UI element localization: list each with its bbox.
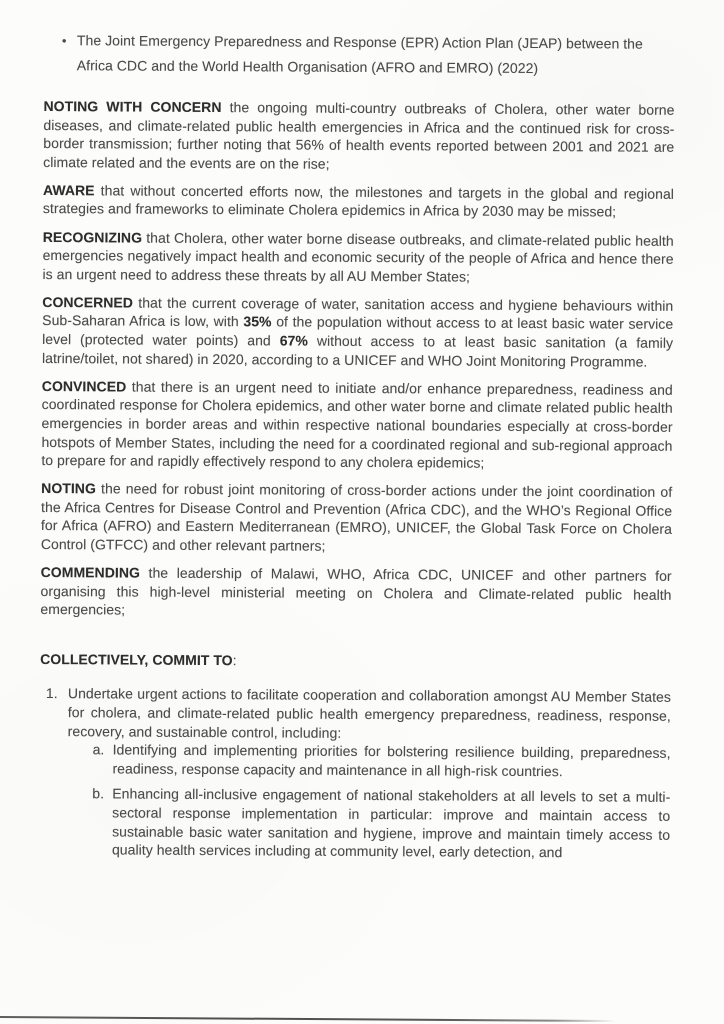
paragraph-convinced: [41, 377, 673, 474]
paragraph-lead: RECOGNIZING: [42, 228, 143, 246]
paragraph-text: the need for robust joint monitoring of cross-border actions under the joint coordination of the Africa Centres for Disease Control and Prevention (Africa CDC), and the WHO’s Regional Office for Africa (AFRO) and Eastern Mediterranean (EMRO), UNICEF, the Global Task Force on Cholera Control (GTFCC) and other relevant partners;: [40, 480, 673, 554]
paragraph-lead: CONCERNED: [42, 293, 134, 311]
heading-text: COLLECTIVELY, COMMIT TO: [40, 650, 233, 669]
item-number: 1.: [45, 685, 58, 702]
paragraph-concerned: [42, 293, 673, 371]
paragraph-text: that the current coverage of water, sanitation access and hygiene behaviours within Sub-Saharan Africa is low, with: [42, 294, 674, 330]
paragraph-text: that there is an urgent need to initiate and/or enhance preparedness, readiness and coordinated response for Cholera epidemics, and other water borne and climate related public health emergencies in border areas and within respective national boundaries especially at cross-border hotspots of Member States, including the need for a coordinated regional and sub-regional approach to prepare for and rapidly effectively respond to any cholera epidemics;: [41, 378, 673, 471]
scan-artifact-line: [0, 1016, 628, 1022]
paragraph-text: the leadership of Malawi, WHO, Africa CDC, UNICEF and other partners for organising this high-level ministerial meeting on Cholera and Climate-related public health emergencies;: [40, 564, 672, 618]
paragraph-commending: [40, 563, 671, 623]
paragraph-text: the ongoing multi-country outbreaks of Cholera, other water borne diseases, and climate-related public health emergencies in Africa and the continued risk for cross-border transmission; further noting that 56% of health events reported between 2001 and 2021 are climate related and the events are on the rise;: [43, 99, 675, 172]
document-content: [39, 28, 675, 863]
paragraph-text: of the population without access to at least basic water service level (protected water points) and: [42, 313, 674, 349]
subitem-marker: a.: [92, 741, 105, 758]
paragraph-aware: [43, 181, 674, 222]
paragraph-recognizing: [42, 228, 673, 288]
paragraph-text: without access to at least basic sanitation (a family latrine/toilet, not shared) in 2020, according to a UNICEF and WHO Joint Monitoring Programme.: [41, 332, 674, 370]
subitem-marker: b.: [92, 785, 105, 802]
paragraph-lead: NOTING WITH CONCERN: [43, 97, 222, 116]
bullet-item-text: The Joint Emergency Preparedness and Response (EPR) Action Plan (JEAP) between the Africa CDC and the World Health Organisation (AFRO and EMRO) (2022): [76, 32, 643, 77]
bullet-list-item: [62, 28, 675, 82]
commitment-subitem-a: [92, 741, 670, 782]
stat-67-percent: 67%: [279, 332, 308, 349]
subitem-text: Enhancing all-inclusive engagement of national stakeholders at all levels to set a multi-sectoral response implementation in particular: improve and maintain access to sustainable basic water sanitation and hygiene, improve and maintain timely access to quality health services including at community level, early detection, and: [111, 785, 671, 861]
commitment-item-1: [46, 684, 671, 744]
stat-35-percent: 35%: [243, 313, 272, 330]
paragraph-lead: AWARE: [42, 181, 95, 199]
paragraph-lead: CONVINCED: [41, 377, 127, 395]
bullet-icon: •: [61, 33, 67, 49]
commitments-heading: [40, 650, 671, 672]
paragraph-text: that without concerted efforts now, the milestones and targets in the global and regional strategies and frameworks to eliminate Cholera epidemics in Africa by 2030 may be missed;: [42, 182, 675, 220]
commitment-subitem-b: [92, 785, 670, 863]
paragraph-noting-with-concern: [43, 97, 674, 175]
paragraph-lead: NOTING: [41, 480, 96, 497]
item-text: Undertake urgent actions to facilitate cooperation and collaboration amongst AU Member States for cholera, and climate-related public health emergency preparedness, readiness, response, recovery, and sustainable control, including:: [67, 685, 671, 741]
paragraph-text: that Cholera, other water borne disease outbreaks, and climate-related public health emergencies negatively impact health and economic security of the people of Africa and hence there is an urgent need to address these threats by all AU Member States;: [42, 229, 674, 285]
heading-colon: :: [232, 652, 237, 669]
subitem-text: Identifying and implementing priorities for bolstering resilience building, preparedness, readiness, response capacity and maintenance in all high-risk countries.: [112, 741, 671, 779]
paragraph-lead: COMMENDING: [40, 564, 141, 581]
paragraph-noting: [41, 479, 672, 557]
